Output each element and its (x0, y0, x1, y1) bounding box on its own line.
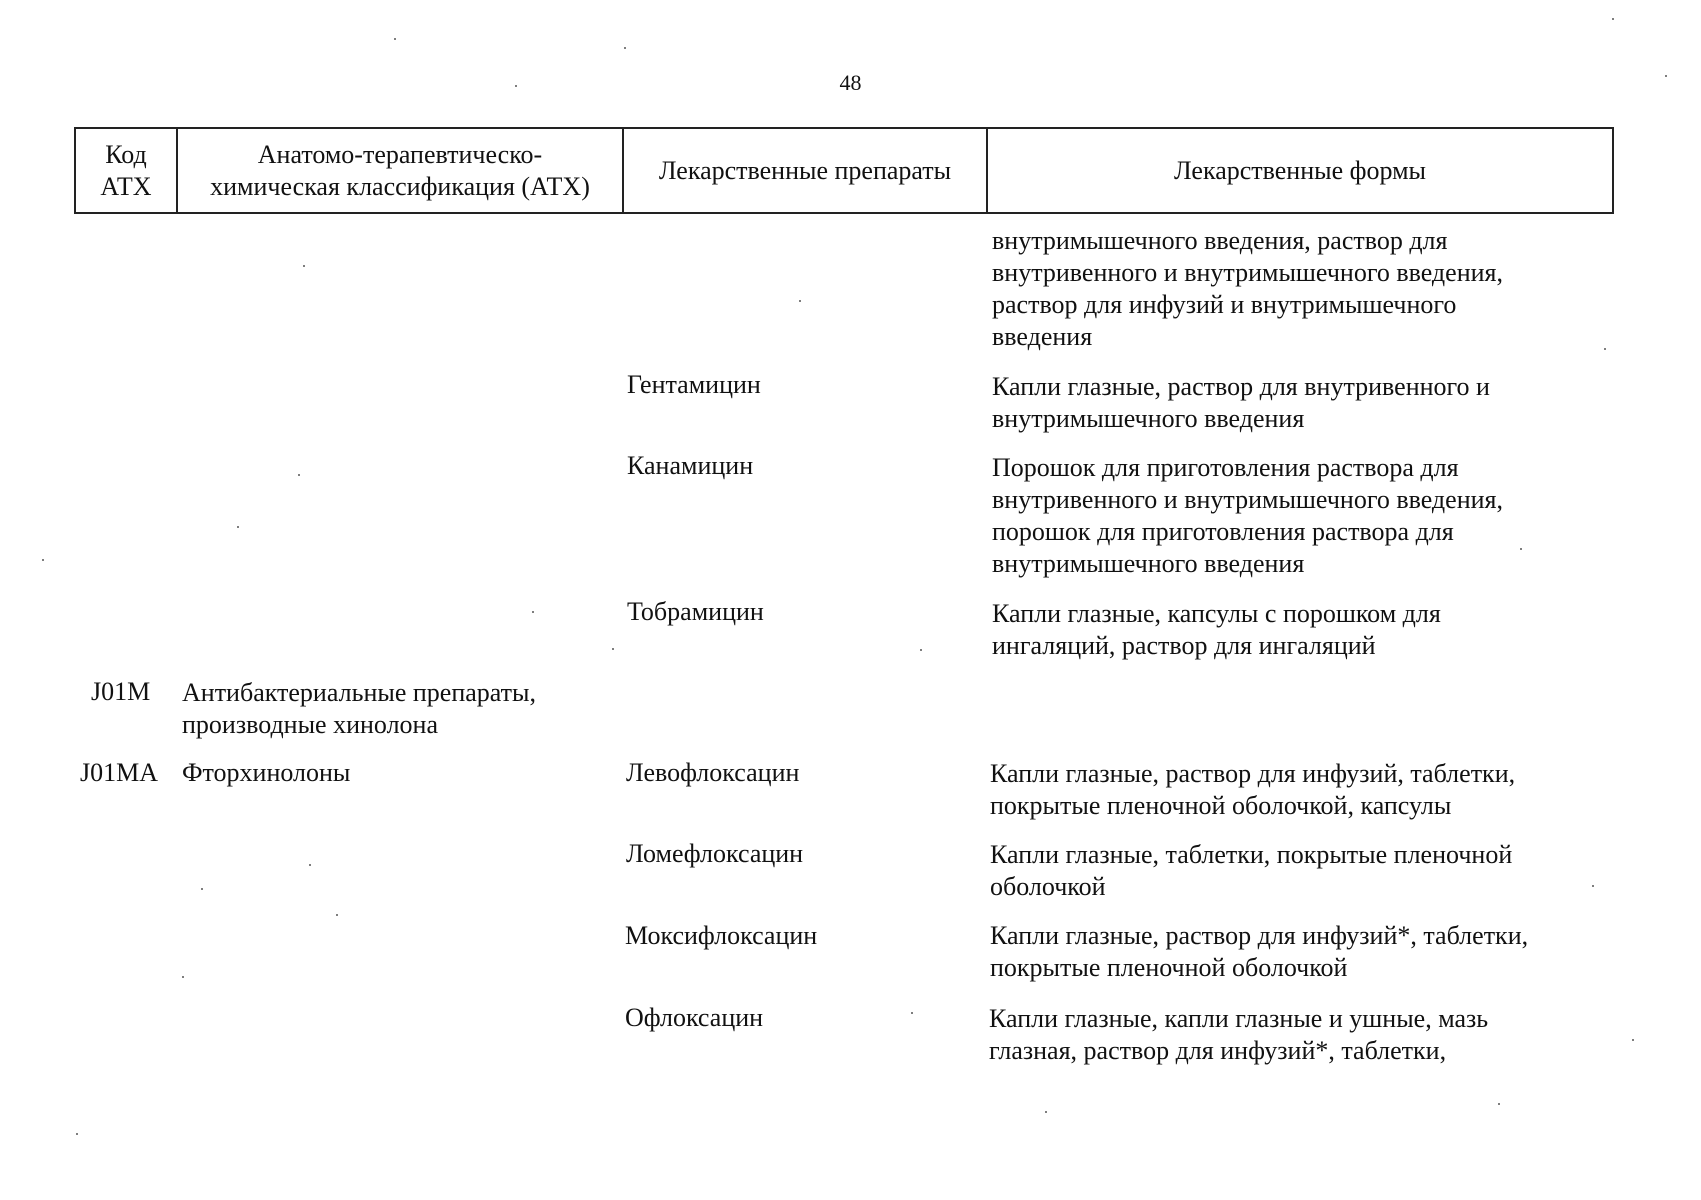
atc-classification: Фторхинолоны (182, 758, 351, 787)
drug-name: Тобрамицин (627, 597, 764, 626)
drug-forms: Капли глазные, раствор для инфузий, таблетки, покрытые пленочной оболочкой, капсулы (990, 759, 1516, 820)
drug-name: Ломефлоксацин (626, 839, 804, 868)
page-number: 48 (839, 70, 862, 95)
table-header (74, 127, 1614, 214)
header-code: Код АТХ (100, 139, 152, 201)
drug-forms: Капли глазные, капсулы с порошком для ингаляций, раствор для ингаляций (992, 599, 1441, 660)
drug-name: Канамицин (627, 451, 754, 480)
drug-forms: Капли глазные, раствор для внутривенного и внутримышечного введения (992, 372, 1490, 433)
drug-forms: Капли глазные, таблетки, покрытые пленочной оболочкой (990, 840, 1513, 901)
header-drugs: Лекарственные препараты (658, 155, 952, 185)
atc-classification: Антибактериальные препараты, производные хинолона (182, 678, 536, 739)
continuation-forms: внутримышечного введения, раствор для внутривенного и внутримышечного введения, раствор для инфузий и внутримышечного введения (992, 226, 1503, 351)
header-forms: Лекарственные формы (1173, 155, 1427, 185)
drug-forms: Капли глазные, капли глазные и ушные, мазь глазная, раствор для инфузий*, таблетки, (989, 1004, 1489, 1065)
drug-name: Моксифлоксацин (625, 921, 818, 950)
atc-code: J01M (91, 677, 151, 706)
header-classification: Анатомо-терапевтическо- химическая классификация (АТХ) (210, 139, 590, 201)
drug-forms: Капли глазные, раствор для инфузий*, таблетки, покрытые пленочной оболочкой (990, 921, 1529, 982)
drug-name: Офлоксацин (625, 1003, 764, 1032)
drug-name: Левофлоксацин (626, 758, 800, 787)
atc-code: J01MA (80, 758, 159, 787)
drug-forms: Порошок для приготовления раствора для внутривенного и внутримышечного введения, порошок для приготовления раствора для внутримышечного введения (992, 453, 1503, 578)
drug-name: Гентамицин (627, 370, 761, 399)
